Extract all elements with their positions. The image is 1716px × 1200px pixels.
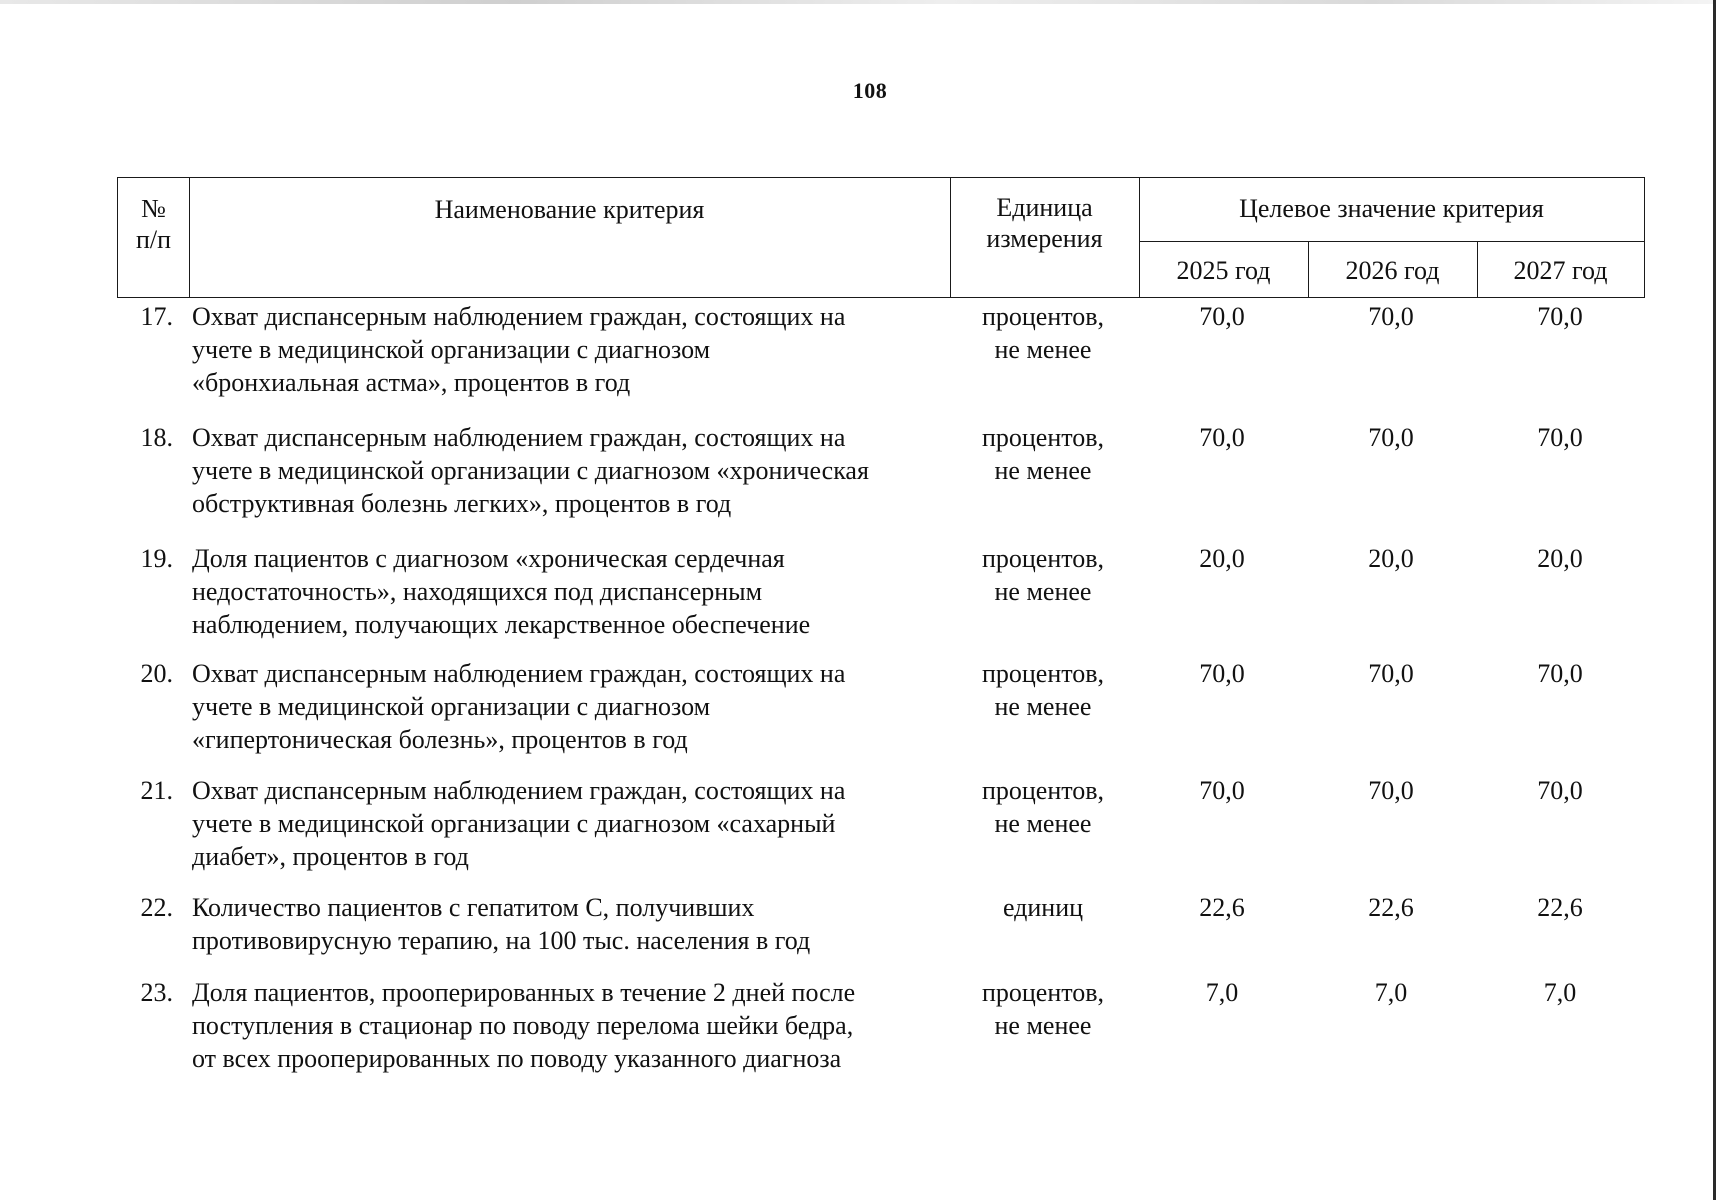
unit-of-measure [957, 976, 1129, 1042]
criterion-name-line: «бронхиальная астма», процентов в год [192, 368, 631, 397]
target-value-2027: 70,0 [1537, 423, 1583, 452]
header-year: 2027 год [1513, 256, 1608, 285]
criterion-name [192, 774, 952, 873]
criterion-name-line: Охват диспансерным наблюдением граждан, состоящих на [192, 776, 846, 805]
target-value-2025: 20,0 [1199, 544, 1245, 573]
criterion-name-line: поступления в стационар по поводу перелома шейки бедра, [192, 1011, 854, 1040]
row-number: 23. [140, 978, 173, 1007]
criterion-name-line: учете в медицинской организации с диагнозом [192, 692, 711, 721]
page-number: 108 [852, 78, 888, 103]
target-value-2025: 7,0 [1205, 978, 1239, 1007]
table-header [117, 177, 1645, 298]
unit-line: процентов, [981, 423, 1105, 452]
target-value-2025: 70,0 [1199, 659, 1245, 688]
unit-line: не менее [994, 577, 1092, 606]
target-value-2025: 70,0 [1199, 423, 1245, 452]
header-year: 2026 год [1345, 256, 1440, 285]
header-name: Наименование критерия [434, 195, 705, 224]
target-value-2026: 22,6 [1368, 893, 1414, 922]
unit-line: процентов, [981, 659, 1105, 688]
criterion-name-line: «гипертоническая болезнь», процентов в год [192, 725, 688, 754]
target-value-2027: 70,0 [1537, 776, 1583, 805]
criterion-name-line: учете в медицинской организации с диагнозом «сахарный [192, 809, 836, 838]
header-target: Целевое значение критерия [1239, 194, 1544, 223]
target-value-2026: 70,0 [1368, 423, 1414, 452]
row-number: 18. [140, 423, 173, 452]
scan-top-edge [0, 0, 1716, 4]
header-unit-line: Единица [996, 193, 1093, 222]
unit-of-measure [957, 421, 1129, 487]
criterion-name [192, 657, 952, 756]
target-value-2026: 70,0 [1368, 302, 1414, 331]
unit-of-measure [957, 300, 1129, 366]
criterion-name-line: Количество пациентов с гепатитом С, получивших [192, 893, 755, 922]
criterion-name-line: Охват диспансерным наблюдением граждан, состоящих на [192, 659, 846, 688]
unit-line: не менее [994, 1011, 1092, 1040]
header-unit-line: измерения [986, 224, 1103, 253]
criterion-name-line: Доля пациентов с диагнозом «хроническая сердечная [192, 544, 785, 573]
row-number: 22. [140, 893, 173, 922]
unit-line: процентов, [981, 302, 1105, 331]
target-value-2027: 70,0 [1537, 659, 1583, 688]
target-value-2026: 70,0 [1368, 659, 1414, 688]
unit-line: не менее [994, 456, 1092, 485]
unit-line: процентов, [981, 776, 1105, 805]
target-value-2027: 22,6 [1537, 893, 1583, 922]
unit-line: не менее [994, 335, 1092, 364]
criterion-name-line: диабет», процентов в год [192, 842, 469, 871]
target-value-2027: 20,0 [1537, 544, 1583, 573]
header-year: 2025 год [1176, 256, 1271, 285]
criterion-name [192, 891, 952, 957]
target-value-2027: 7,0 [1543, 978, 1577, 1007]
criterion-name-line: Охват диспансерным наблюдением граждан, состоящих на [192, 302, 846, 331]
header-num-line: № [141, 194, 166, 223]
unit-line: не менее [994, 692, 1092, 721]
target-value-2025: 70,0 [1199, 776, 1245, 805]
unit-line: не менее [994, 809, 1092, 838]
criterion-name-line: Доля пациентов, прооперированных в течение 2 дней после [192, 978, 856, 1007]
criterion-name-line: от всех прооперированных по поводу указанного диагноза [192, 1044, 842, 1073]
criterion-name [192, 542, 952, 641]
criterion-name-line: учете в медицинской организации с диагнозом [192, 335, 711, 364]
unit-line: единиц [1002, 893, 1084, 922]
row-number: 21. [140, 776, 173, 805]
criterion-name-line: наблюдением, получающих лекарственное обеспечение [192, 610, 811, 639]
criterion-name-line: обструктивная болезнь легких», процентов в год [192, 489, 732, 518]
header-unit [950, 192, 1139, 254]
unit-of-measure [957, 891, 1129, 924]
target-value-2027: 70,0 [1537, 302, 1583, 331]
row-number: 17. [140, 302, 173, 331]
criterion-name [192, 300, 952, 399]
target-value-2026: 7,0 [1374, 978, 1408, 1007]
row-number: 19. [140, 544, 173, 573]
unit-of-measure [957, 657, 1129, 723]
target-value-2026: 70,0 [1368, 776, 1414, 805]
header-num-line: п/п [135, 225, 172, 254]
criterion-name [192, 976, 952, 1075]
target-value-2025: 70,0 [1199, 302, 1245, 331]
target-value-2026: 20,0 [1368, 544, 1414, 573]
criterion-name-line: учете в медицинской организации с диагнозом «хроническая [192, 456, 869, 485]
row-number: 20. [140, 659, 173, 688]
criterion-name [192, 421, 952, 520]
header-divider [1139, 241, 1644, 242]
criterion-name-line: Охват диспансерным наблюдением граждан, состоящих на [192, 423, 846, 452]
unit-line: процентов, [981, 978, 1105, 1007]
criterion-name-line: недостаточность», находящихся под диспансерным [192, 577, 763, 606]
unit-of-measure [957, 774, 1129, 840]
criterion-name-line: противовирусную терапию, на 100 тыс. населения в год [192, 926, 811, 955]
unit-of-measure [957, 542, 1129, 608]
header-num [118, 193, 189, 255]
target-value-2025: 22,6 [1199, 893, 1245, 922]
unit-line: процентов, [981, 544, 1105, 573]
